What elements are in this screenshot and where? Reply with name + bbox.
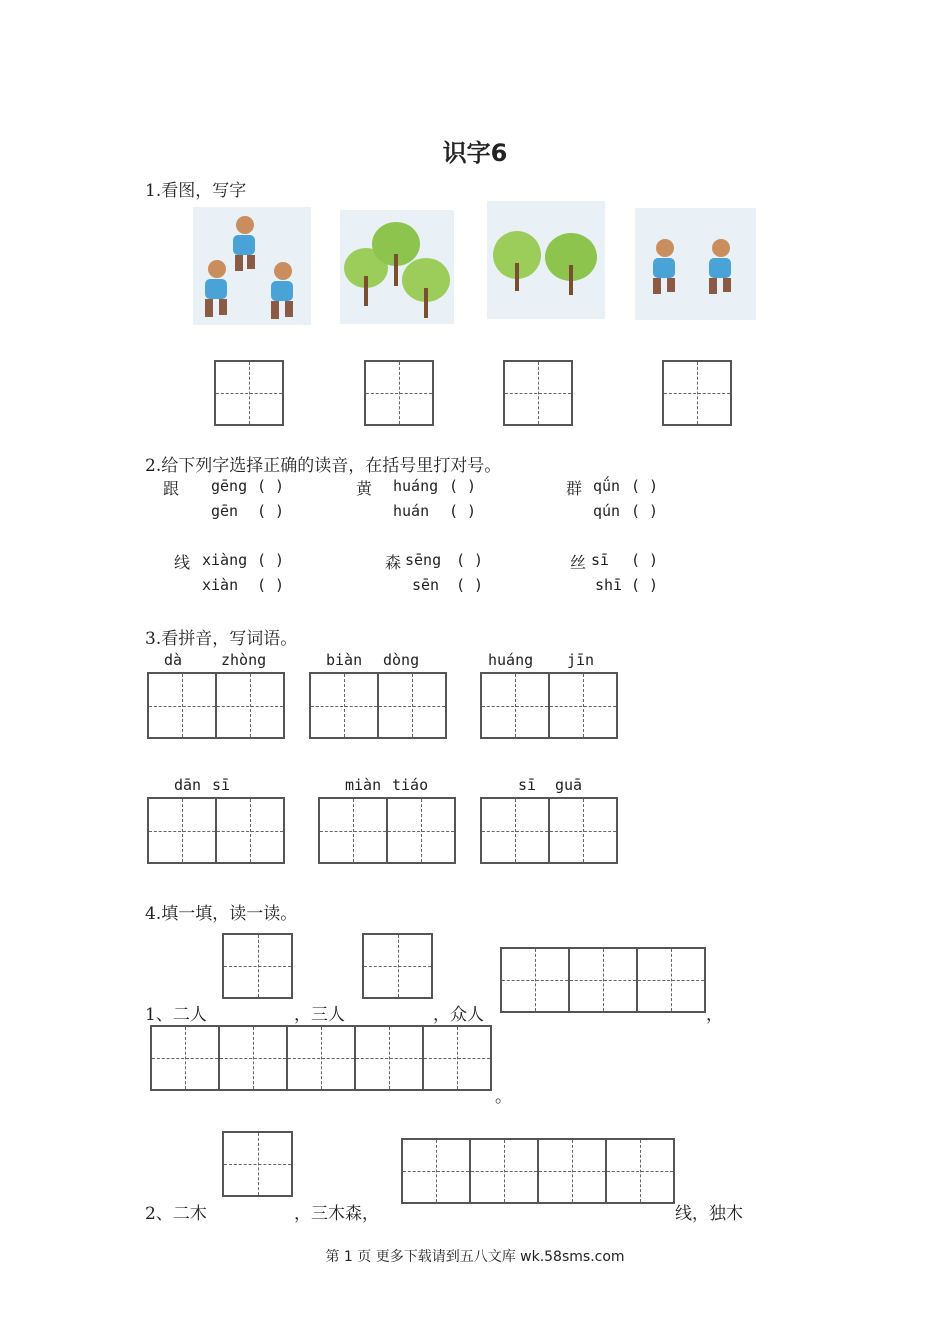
writing-box[interactable] bbox=[503, 360, 573, 426]
fill-line-1-middle: ，三人 bbox=[294, 1005, 345, 1025]
pinyin-option: gēn bbox=[211, 502, 239, 520]
writing-box[interactable] bbox=[636, 947, 706, 1013]
pinyin-label: dān bbox=[174, 776, 202, 794]
question-3-label: 3.看拼音，写词语。 bbox=[145, 629, 298, 649]
answer-bracket[interactable]: ( ) bbox=[449, 502, 477, 520]
answer-bracket[interactable]: ( ) bbox=[631, 477, 659, 495]
writing-box[interactable] bbox=[318, 797, 388, 864]
pinyin-option: sī bbox=[591, 551, 610, 569]
writing-box[interactable] bbox=[548, 797, 618, 864]
pinyin-label: zhòng bbox=[221, 651, 267, 669]
writing-box[interactable] bbox=[469, 1138, 539, 1204]
answer-bracket[interactable]: ( ) bbox=[631, 551, 659, 569]
writing-box[interactable] bbox=[215, 672, 285, 739]
pinyin-label: sī bbox=[518, 776, 537, 794]
writing-box[interactable] bbox=[662, 360, 732, 426]
writing-box[interactable] bbox=[362, 933, 433, 999]
writing-box[interactable] bbox=[150, 1025, 220, 1091]
three-people-picture bbox=[193, 207, 311, 325]
pinyin-option: qǘn bbox=[593, 477, 621, 495]
pinyin-option: sēng bbox=[405, 551, 442, 569]
answer-bracket[interactable]: ( ) bbox=[449, 477, 477, 495]
pinyin-label: biàn bbox=[326, 651, 363, 669]
pinyin-option: gēng bbox=[211, 477, 248, 495]
pinyin-label: jīn bbox=[567, 651, 595, 669]
three-trees-picture bbox=[340, 210, 454, 324]
tree-figure bbox=[545, 233, 597, 295]
fill-line-1-prefix: 1、二人 bbox=[145, 1005, 207, 1025]
pinyin-option: huán bbox=[393, 502, 430, 520]
pinyin-label: sī bbox=[212, 776, 231, 794]
char-gen: 跟 bbox=[163, 479, 180, 498]
person-figure bbox=[653, 239, 675, 294]
answer-bracket[interactable]: ( ) bbox=[631, 502, 659, 520]
writing-box[interactable] bbox=[537, 1138, 607, 1204]
pinyin-option: huáng bbox=[393, 477, 439, 495]
pinyin-option: sēn bbox=[412, 576, 440, 594]
writing-box[interactable] bbox=[480, 797, 550, 864]
writing-box[interactable] bbox=[222, 1131, 293, 1197]
two-people-picture bbox=[635, 208, 756, 320]
writing-box[interactable] bbox=[218, 1025, 288, 1091]
pinyin-option: qún bbox=[593, 502, 621, 520]
answer-bracket[interactable]: ( ) bbox=[456, 551, 484, 569]
question-4-label: 4.填一填，读一读。 bbox=[145, 904, 298, 924]
pinyin-option: xiàng bbox=[202, 551, 248, 569]
writing-box[interactable] bbox=[364, 360, 434, 426]
person-figure bbox=[709, 239, 731, 294]
pinyin-label: guā bbox=[555, 776, 583, 794]
pinyin-option: shī bbox=[595, 576, 623, 594]
char-huang: 黄 bbox=[356, 479, 373, 498]
char-sen: 森 bbox=[385, 553, 402, 572]
fill-line-2-middle: ，三木森， bbox=[294, 1204, 379, 1224]
person-figure bbox=[233, 216, 255, 271]
fill-line-1-third: ，众人 bbox=[433, 1005, 484, 1025]
person-figure bbox=[271, 262, 293, 319]
tree-figure bbox=[402, 258, 450, 318]
fill-line-2-end: 线，独木 bbox=[675, 1204, 743, 1224]
writing-box[interactable] bbox=[354, 1025, 424, 1091]
writing-box[interactable] bbox=[500, 947, 570, 1013]
tree-figure bbox=[493, 231, 541, 291]
writing-box[interactable] bbox=[147, 797, 217, 864]
fill-line-1-period: 。 bbox=[495, 1087, 512, 1107]
question-1-label: 1.看图，写字 bbox=[145, 181, 247, 201]
fill-line-2-prefix: 2、二木 bbox=[145, 1204, 207, 1224]
question-2-label: 2.给下列字选择正确的读音，在括号里打对号。 bbox=[145, 456, 502, 476]
pinyin-label: tiáo bbox=[392, 776, 429, 794]
pinyin-label: dòng bbox=[383, 651, 420, 669]
page-title: 识字6 bbox=[442, 139, 508, 167]
answer-bracket[interactable]: ( ) bbox=[456, 576, 484, 594]
answer-bracket[interactable]: ( ) bbox=[257, 551, 285, 569]
answer-bracket[interactable]: ( ) bbox=[257, 502, 285, 520]
writing-box[interactable] bbox=[548, 672, 618, 739]
writing-box[interactable] bbox=[401, 1138, 471, 1204]
fill-line-1-comma: ， bbox=[706, 1005, 723, 1025]
writing-box[interactable] bbox=[377, 672, 447, 739]
person-figure bbox=[205, 260, 227, 317]
writing-box[interactable] bbox=[422, 1025, 492, 1091]
writing-box[interactable] bbox=[480, 672, 550, 739]
writing-box[interactable] bbox=[386, 797, 456, 864]
writing-box[interactable] bbox=[286, 1025, 356, 1091]
pinyin-option: xiàn bbox=[202, 576, 239, 594]
writing-box[interactable] bbox=[214, 360, 284, 426]
page-footer: 第 1 页 更多下载请到五八文库 wk.58sms.com bbox=[325, 1249, 625, 1265]
pinyin-label: miàn bbox=[345, 776, 382, 794]
writing-box[interactable] bbox=[568, 947, 638, 1013]
writing-box[interactable] bbox=[215, 797, 285, 864]
char-qun: 群 bbox=[566, 479, 583, 498]
char-xian: 线 bbox=[174, 553, 191, 572]
writing-box[interactable] bbox=[147, 672, 217, 739]
writing-box[interactable] bbox=[309, 672, 379, 739]
answer-bracket[interactable]: ( ) bbox=[631, 576, 659, 594]
pinyin-label: huáng bbox=[488, 651, 534, 669]
char-si: 丝 bbox=[570, 553, 587, 572]
two-trees-picture bbox=[487, 201, 605, 319]
writing-box[interactable] bbox=[605, 1138, 675, 1204]
answer-bracket[interactable]: ( ) bbox=[257, 477, 285, 495]
writing-box[interactable] bbox=[222, 933, 293, 999]
pinyin-label: dà bbox=[164, 651, 183, 669]
answer-bracket[interactable]: ( ) bbox=[257, 576, 285, 594]
